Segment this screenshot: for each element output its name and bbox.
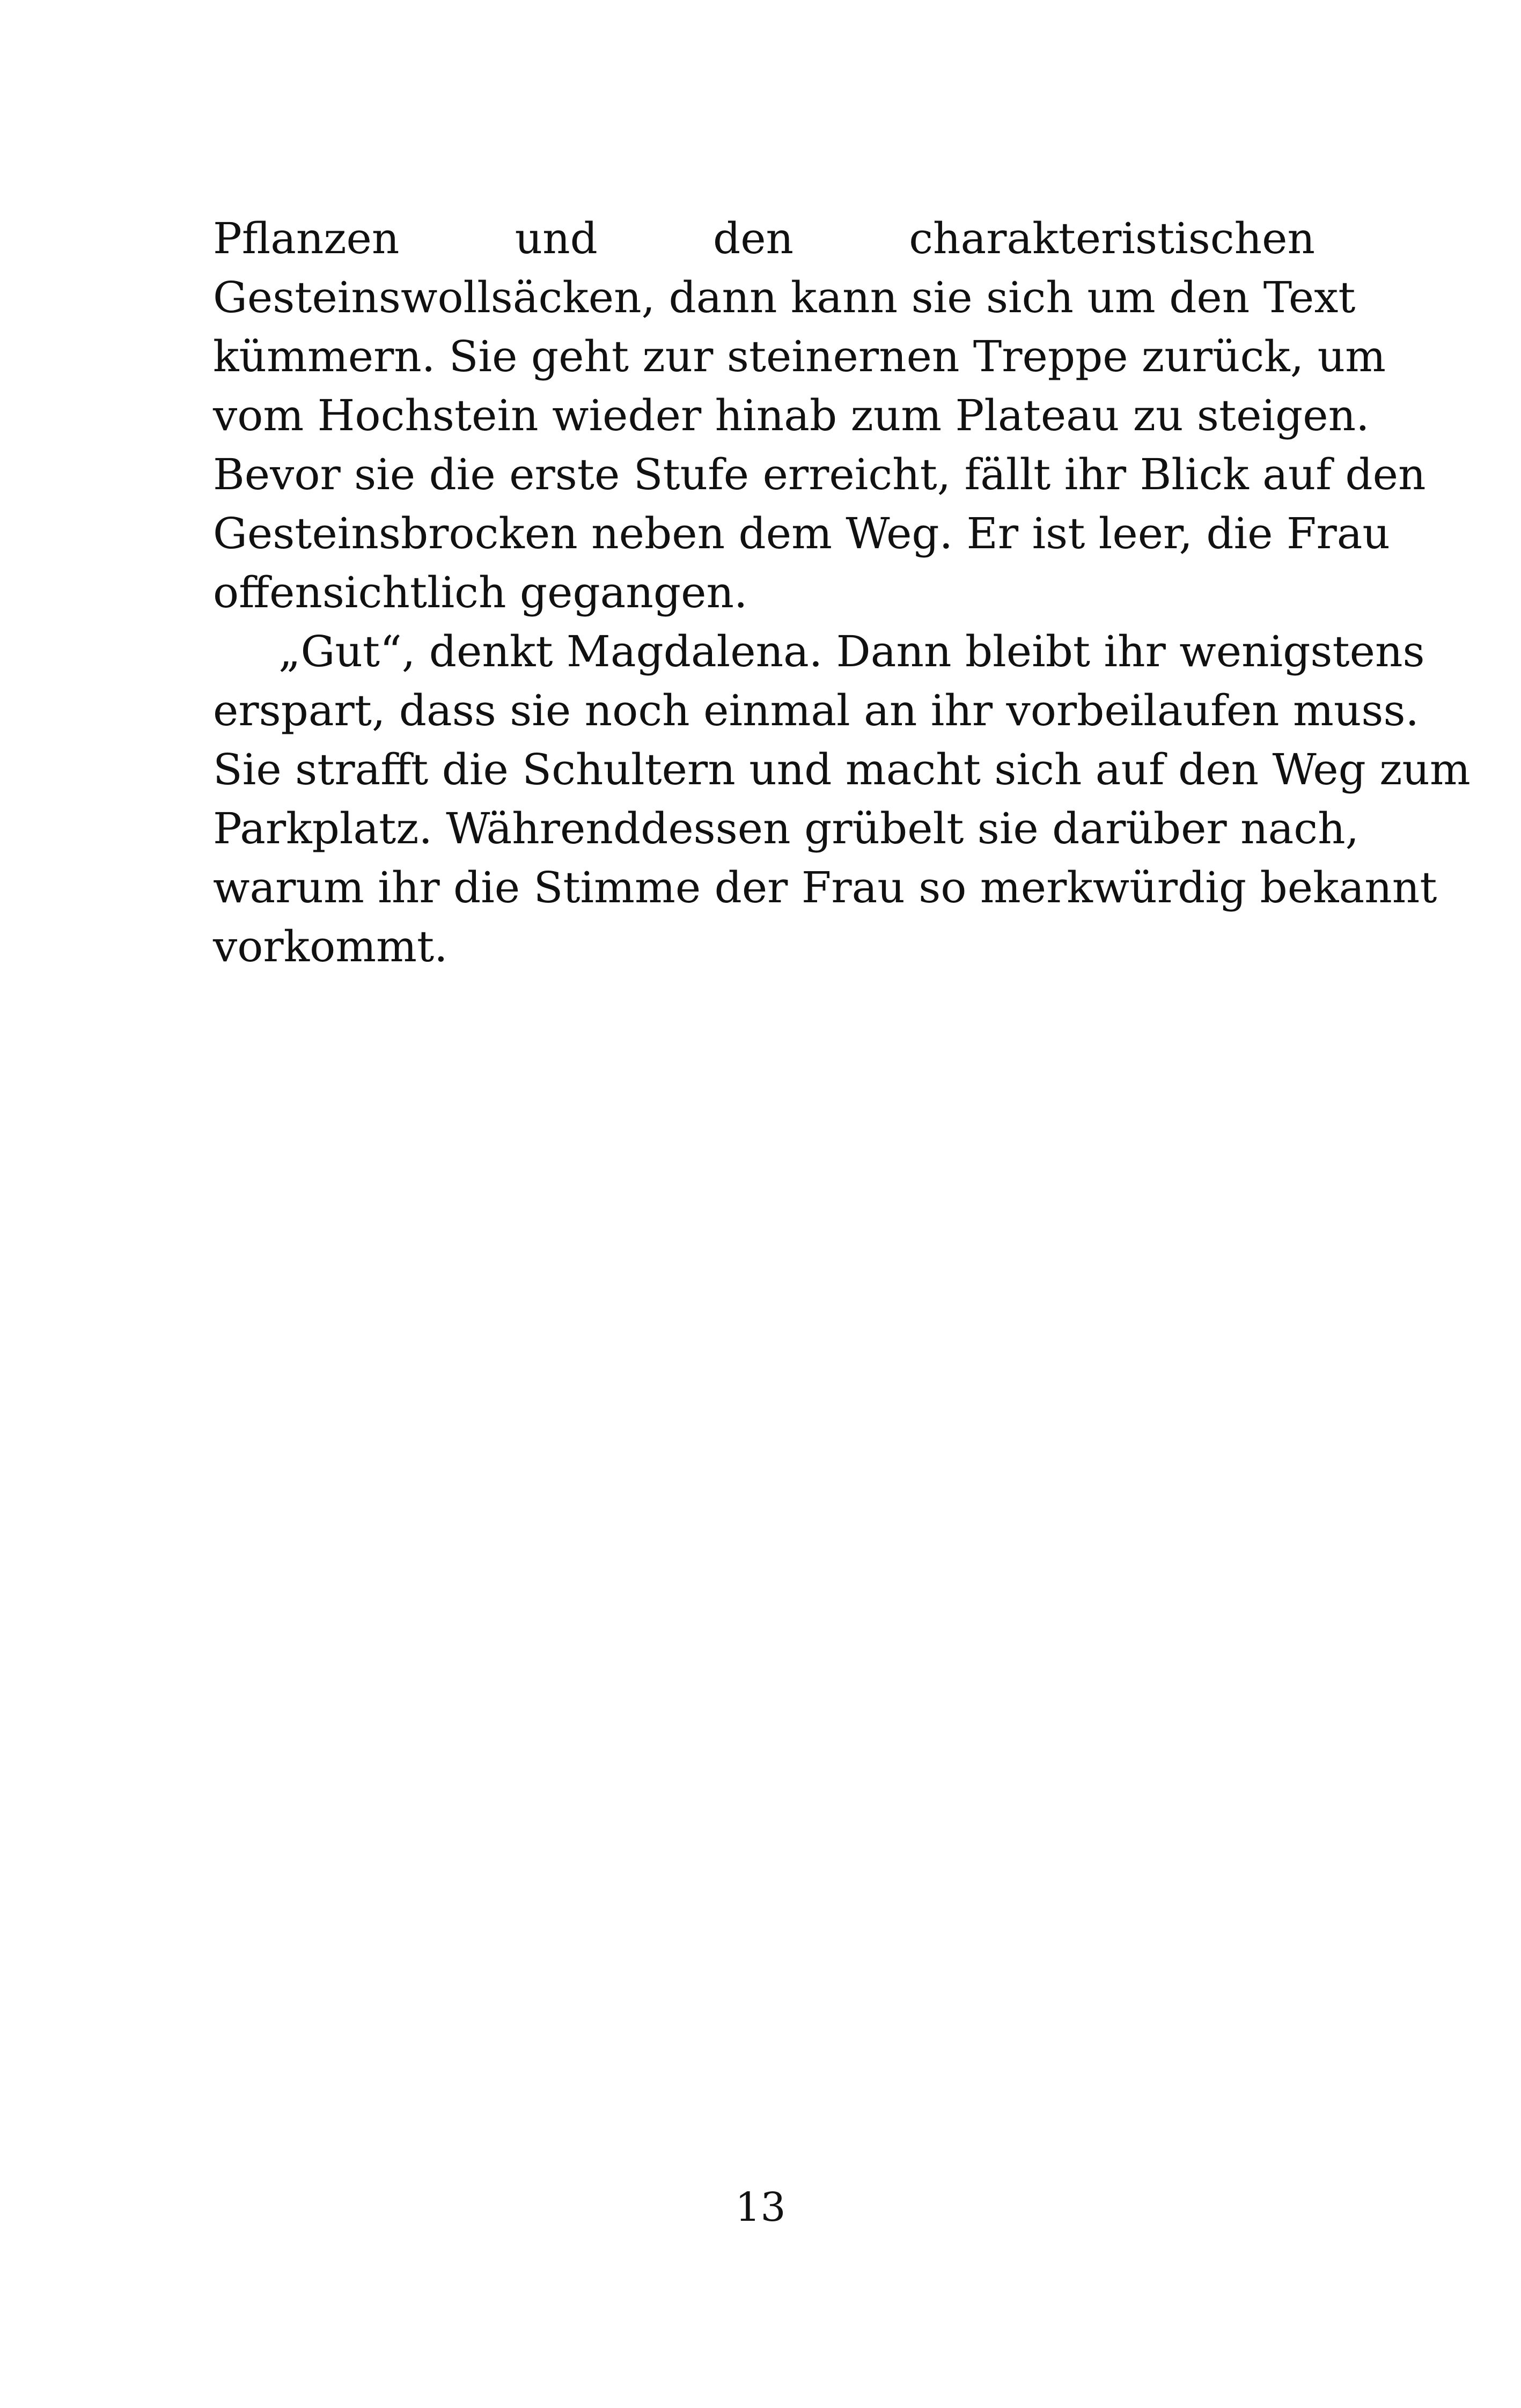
text-line: Gesteinswollsäcken, dann kann sie sich um den Text — [213, 273, 1356, 322]
text-line: Pflanzen und den charakteristischen — [213, 213, 1315, 263]
text-line: warum ihr die Stimme der Frau so merkwürdig bekannt — [213, 863, 1437, 912]
text-line: offensichtlich gegangen. — [213, 568, 748, 617]
text-line: „Gut“, denkt Magdalena. Dann bleibt ihr wenigstens — [278, 627, 1425, 676]
text-line: vorkommt. — [213, 922, 448, 971]
paragraph — [213, 209, 1426, 622]
text-line: erspart, dass sie noch einmal an ihr vorbeilaufen muss. — [213, 686, 1419, 735]
paragraph — [213, 622, 1471, 976]
body-text — [213, 209, 1471, 976]
text-line: Bevor sie die erste Stufe erreicht, fällt ihr Blick auf den — [213, 450, 1426, 499]
text-line: vom Hochstein wieder hinab zum Plateau zu steigen. — [213, 391, 1370, 440]
page-number: 13 — [735, 2184, 786, 2230]
text-line: Gesteinsbrocken neben dem Weg. Er ist leer, die Frau — [213, 509, 1390, 558]
text-line: kümmern. Sie geht zur steinernen Treppe zurück, um — [213, 332, 1386, 381]
text-line: Parkplatz. Währenddessen grübelt sie darüber nach, — [213, 804, 1360, 853]
text-line: Sie strafft die Schultern und macht sich auf den Weg zum — [213, 745, 1471, 794]
